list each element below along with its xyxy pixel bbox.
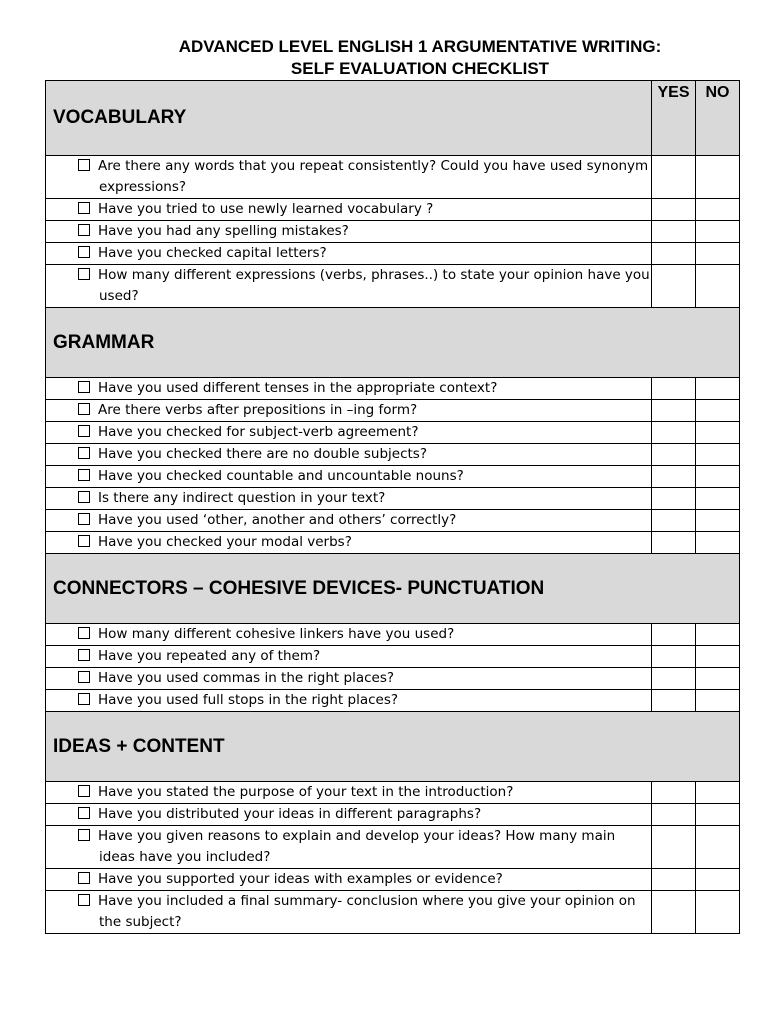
checkbox-icon[interactable] xyxy=(78,246,90,258)
section-title: VOCABULARY xyxy=(46,81,652,156)
question-text: Have you had any spelling mistakes? xyxy=(98,223,349,239)
checkbox-icon[interactable] xyxy=(78,872,90,884)
yes-cell[interactable] xyxy=(652,891,696,934)
section-title: GRAMMAR xyxy=(46,308,740,378)
yes-cell[interactable] xyxy=(652,156,696,199)
question-text: Have you used full stops in the right places? xyxy=(98,692,399,708)
checklist-row xyxy=(46,265,740,308)
checkbox-icon[interactable] xyxy=(78,469,90,481)
no-cell[interactable] xyxy=(696,826,740,869)
checklist-row xyxy=(46,690,740,712)
yes-column-header: YES xyxy=(652,81,696,156)
question-text: Have you given reasons to explain and develop your ideas? How many main ideas have you included? xyxy=(98,828,616,865)
checkbox-icon[interactable] xyxy=(78,403,90,415)
no-cell[interactable] xyxy=(696,488,740,510)
checklist-question xyxy=(46,624,652,646)
question-text: Have you used ‘other, another and others’ correctly? xyxy=(98,512,457,528)
checkbox-icon[interactable] xyxy=(78,447,90,459)
yes-cell[interactable] xyxy=(652,378,696,400)
question-text: Have you checked countable and uncountable nouns? xyxy=(98,468,464,484)
question-text: Are there verbs after prepositions in –ing form? xyxy=(98,402,418,418)
yes-cell[interactable] xyxy=(652,532,696,554)
no-cell[interactable] xyxy=(696,869,740,891)
checkbox-icon[interactable] xyxy=(78,829,90,841)
checkbox-icon[interactable] xyxy=(78,491,90,503)
checkbox-icon[interactable] xyxy=(78,535,90,547)
no-cell[interactable] xyxy=(696,510,740,532)
no-cell[interactable] xyxy=(696,422,740,444)
yes-cell[interactable] xyxy=(652,422,696,444)
checklist-row xyxy=(46,422,740,444)
yes-cell[interactable] xyxy=(652,690,696,712)
question-text: Have you supported your ideas with examples or evidence? xyxy=(98,871,503,887)
yes-cell[interactable] xyxy=(652,804,696,826)
question-text: Have you used different tenses in the appropriate context? xyxy=(98,380,498,396)
checklist-question xyxy=(46,378,652,400)
checklist-question xyxy=(46,444,652,466)
yes-cell[interactable] xyxy=(652,782,696,804)
no-cell[interactable] xyxy=(696,444,740,466)
checklist-row xyxy=(46,444,740,466)
question-text: Have you checked capital letters? xyxy=(98,245,327,261)
checklist-question xyxy=(46,488,652,510)
checkbox-icon[interactable] xyxy=(78,425,90,437)
no-cell[interactable] xyxy=(696,400,740,422)
checklist-row xyxy=(46,646,740,668)
checklist-question xyxy=(46,400,652,422)
question-text: Have you distributed your ideas in different paragraphs? xyxy=(98,806,482,822)
checklist-question xyxy=(46,646,652,668)
checkbox-icon[interactable] xyxy=(78,159,90,171)
no-cell[interactable] xyxy=(696,466,740,488)
section-header-connectors-cohesive-devices-punctuation xyxy=(46,554,740,624)
section-title: IDEAS + CONTENT xyxy=(46,712,740,782)
question-text: Have you checked there are no double subjects? xyxy=(98,446,427,462)
checkbox-icon[interactable] xyxy=(78,268,90,280)
no-cell[interactable] xyxy=(696,690,740,712)
checklist-row xyxy=(46,400,740,422)
yes-cell[interactable] xyxy=(652,466,696,488)
checklist-question xyxy=(46,199,652,221)
no-cell[interactable] xyxy=(696,782,740,804)
question-text: How many different cohesive linkers have you used? xyxy=(98,626,455,642)
checkbox-icon[interactable] xyxy=(78,649,90,661)
yes-cell[interactable] xyxy=(652,624,696,646)
no-cell[interactable] xyxy=(696,378,740,400)
checkbox-icon[interactable] xyxy=(78,381,90,393)
yes-cell[interactable] xyxy=(652,488,696,510)
yes-cell[interactable] xyxy=(652,444,696,466)
yes-cell[interactable] xyxy=(652,869,696,891)
checklist-row xyxy=(46,199,740,221)
question-text: Have you used commas in the right places? xyxy=(98,670,395,686)
checklist-question xyxy=(46,466,652,488)
checklist-question xyxy=(46,221,652,243)
checklist-row xyxy=(46,466,740,488)
yes-cell[interactable] xyxy=(652,400,696,422)
checkbox-icon[interactable] xyxy=(78,202,90,214)
no-cell[interactable] xyxy=(696,646,740,668)
section-header-grammar xyxy=(46,308,740,378)
question-text: Have you repeated any of them? xyxy=(98,648,321,664)
checklist-question xyxy=(46,668,652,690)
question-text: Have you tried to use newly learned vocabulary ? xyxy=(98,201,434,217)
checklist-question xyxy=(46,804,652,826)
question-text: Are there any words that you repeat consistently? Could you have used synonym expressions? xyxy=(98,158,649,195)
section-title: CONNECTORS – COHESIVE DEVICES- PUNCTUATION xyxy=(46,554,740,624)
checklist-question xyxy=(46,782,652,804)
checkbox-icon[interactable] xyxy=(78,513,90,525)
checklist-row xyxy=(46,243,740,265)
section-header-ideas-content xyxy=(46,712,740,782)
checklist-row xyxy=(46,156,740,199)
checkbox-icon[interactable] xyxy=(78,807,90,819)
checklist-question xyxy=(46,891,652,934)
no-cell[interactable] xyxy=(696,156,740,199)
checklist-question xyxy=(46,422,652,444)
checklist-row xyxy=(46,488,740,510)
question-text: Is there any indirect question in your text? xyxy=(98,490,386,506)
checklist-question xyxy=(46,869,652,891)
checklist-question xyxy=(46,826,652,869)
no-cell[interactable] xyxy=(696,804,740,826)
question-text: Have you included a final summary- conclusion where you give your opinion on the subject? xyxy=(98,893,636,930)
yes-cell[interactable] xyxy=(652,668,696,690)
checkbox-icon[interactable] xyxy=(78,693,90,705)
checklist-row xyxy=(46,804,740,826)
question-text: Have you stated the purpose of your text in the introduction? xyxy=(98,784,514,800)
checklist-row xyxy=(46,532,740,554)
yes-cell[interactable] xyxy=(652,221,696,243)
checklist-row xyxy=(46,510,740,532)
yes-cell[interactable] xyxy=(652,243,696,265)
checklist-table xyxy=(45,80,740,934)
checklist-row xyxy=(46,782,740,804)
question-text: How many different expressions (verbs, phrases..) to state your opinion have you used? xyxy=(98,267,650,304)
no-cell[interactable] xyxy=(696,532,740,554)
document-title: ADVANCED LEVEL ENGLISH 1 ARGUMENTATIVE WRITING: xyxy=(178,37,662,56)
checklist-question xyxy=(46,510,652,532)
checklist-row xyxy=(46,826,740,869)
checkbox-icon[interactable] xyxy=(78,224,90,236)
checklist-row xyxy=(46,378,740,400)
no-cell[interactable] xyxy=(696,624,740,646)
checkbox-icon[interactable] xyxy=(78,785,90,797)
question-text: Have you checked for subject-verb agreement? xyxy=(98,424,419,440)
section-header-vocabulary xyxy=(46,81,740,156)
no-cell[interactable] xyxy=(696,265,740,308)
yes-cell[interactable] xyxy=(652,510,696,532)
no-cell[interactable] xyxy=(696,243,740,265)
checklist-row xyxy=(46,891,740,934)
yes-cell[interactable] xyxy=(652,646,696,668)
no-cell[interactable] xyxy=(696,668,740,690)
no-cell[interactable] xyxy=(696,199,740,221)
checklist-question xyxy=(46,532,652,554)
question-text: Have you checked your modal verbs? xyxy=(98,534,352,550)
yes-cell[interactable] xyxy=(652,826,696,869)
checklist-question xyxy=(46,265,652,308)
checklist-row xyxy=(46,869,740,891)
no-column-header: NO xyxy=(696,81,740,156)
checklist-question xyxy=(46,690,652,712)
checklist-question xyxy=(46,243,652,265)
no-cell[interactable] xyxy=(696,891,740,934)
checklist-row xyxy=(46,624,740,646)
document-subtitle: SELF EVALUATION CHECKLIST xyxy=(290,59,550,78)
checklist-question xyxy=(46,156,652,199)
no-cell[interactable] xyxy=(696,221,740,243)
checkbox-icon[interactable] xyxy=(78,627,90,639)
yes-cell[interactable] xyxy=(652,265,696,308)
checklist-row xyxy=(46,221,740,243)
checkbox-icon[interactable] xyxy=(78,894,90,906)
checkbox-icon[interactable] xyxy=(78,671,90,683)
yes-cell[interactable] xyxy=(652,199,696,221)
checklist-row xyxy=(46,668,740,690)
